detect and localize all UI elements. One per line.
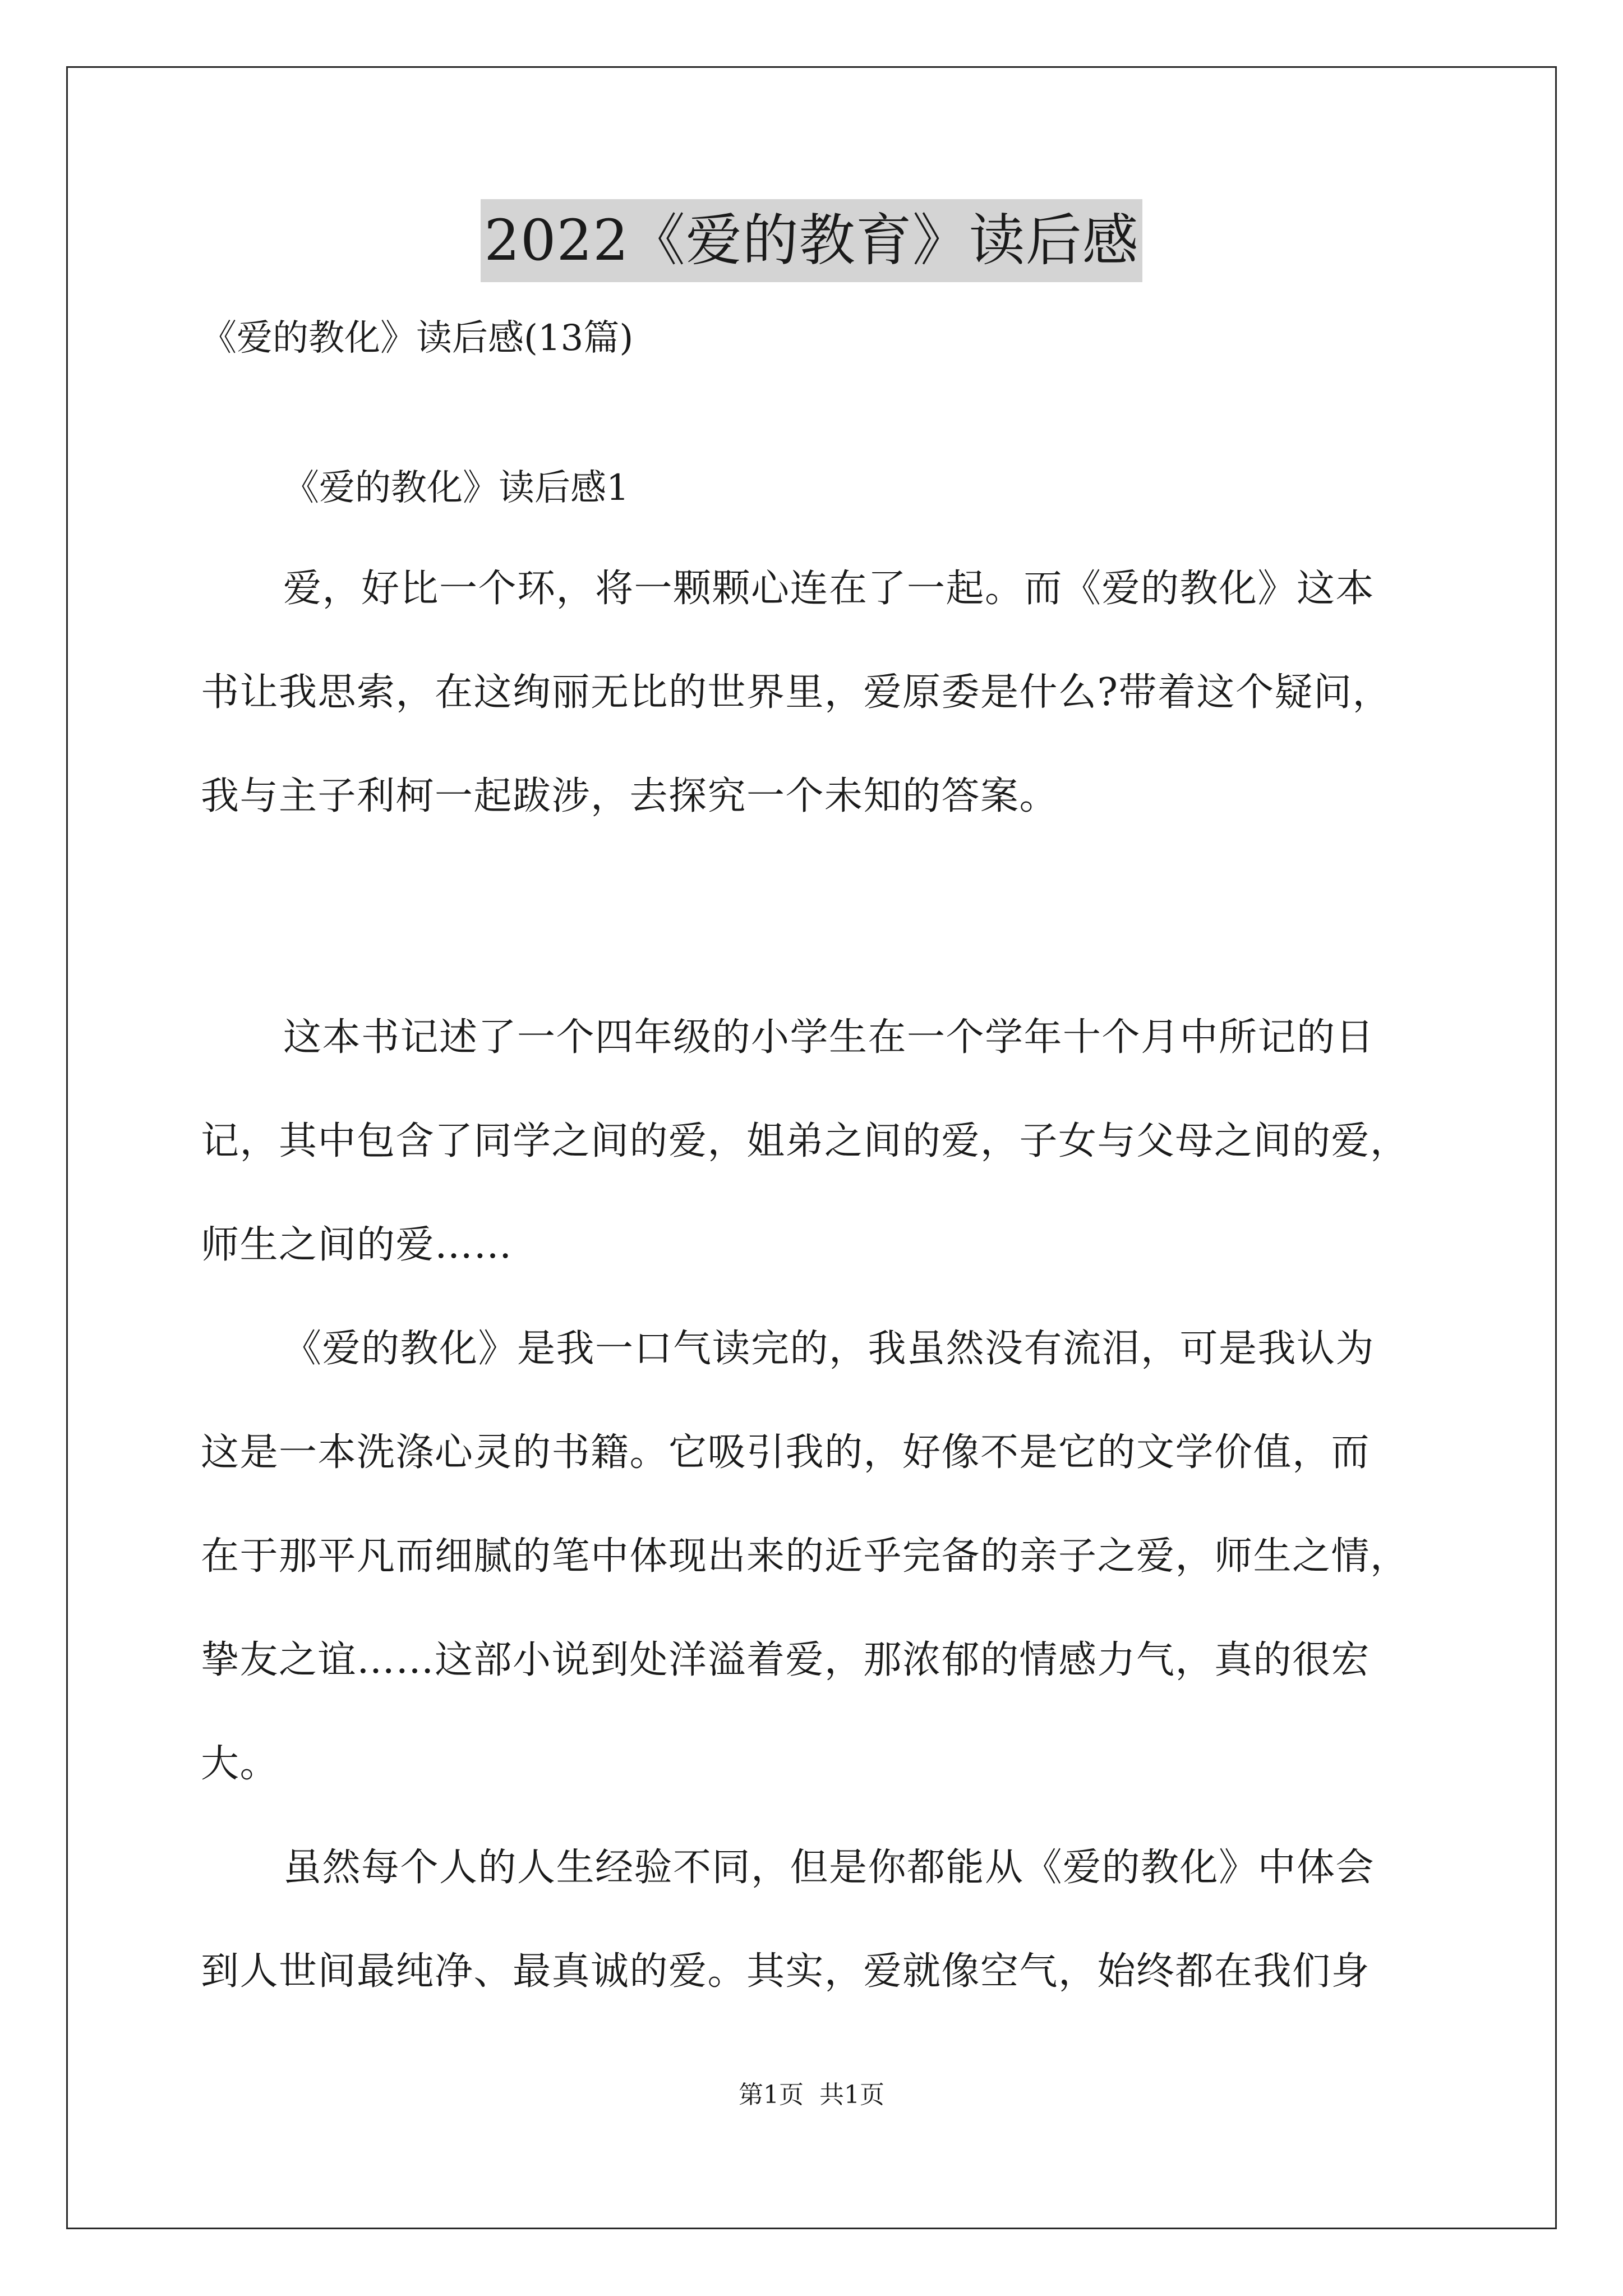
- paragraph-1-line-2: 书让我思索，在这绚丽无比的世界里，爱原委是什么?带着这个疑问，: [201, 670, 1391, 715]
- paragraph-3-line-3: 在于那平凡而细腻的笔中体现出来的近乎完备的亲子之爱，师生之情，: [201, 1534, 1409, 1579]
- document-title: 2022《爱的教育》读后感: [481, 199, 1142, 282]
- paragraph-2-line-3: 师生之间的爱……: [201, 1223, 513, 1267]
- paragraph-2-line-2: 记，其中包含了同学之间的爱，姐弟之间的爱，子女与父母之间的爱，: [201, 1119, 1409, 1163]
- title-container: [0, 199, 1623, 282]
- paragraph-3-line-5: 大。: [201, 1742, 279, 1786]
- page-number-footer: 第1页 共1页: [739, 2081, 884, 2109]
- paragraph-1-line-3: 我与主子利柯一起跋涉，去探究一个未知的答案。: [201, 774, 1059, 818]
- paragraph-2-line-1: 这本书记述了一个四年级的小学生在一个学年十个月中所记的日: [283, 1015, 1375, 1060]
- document-subtitle: 《爱的教化》读后感(13篇): [201, 318, 634, 359]
- paragraph-3-line-4: 挚友之谊……这部小说到处洋溢着爱，那浓郁的情感力气，真的很宏: [201, 1638, 1371, 1682]
- paragraph-3-line-2: 这是一本洗涤心灵的书籍。它吸引我的，好像不是它的文学价值，而: [201, 1430, 1371, 1475]
- paragraph-3-line-1: 《爱的教化》是我一口气读完的，我虽然没有流泪，可是我认为: [283, 1327, 1375, 1371]
- paragraph-4-line-1: 虽然每个人的人生经验不同，但是你都能从《爱的教化》中体会: [283, 1846, 1375, 1890]
- paragraph-1-line-1: 爱，好比一个环，将一颗颗心连在了一起。而《爱的教化》这本: [283, 567, 1375, 611]
- paragraph-4-line-2: 到人世间最纯净、最真诚的爱。其实，爱就像空气，始终都在我们身: [201, 1949, 1371, 1994]
- section-heading: 《爱的教化》读后感1: [283, 467, 629, 509]
